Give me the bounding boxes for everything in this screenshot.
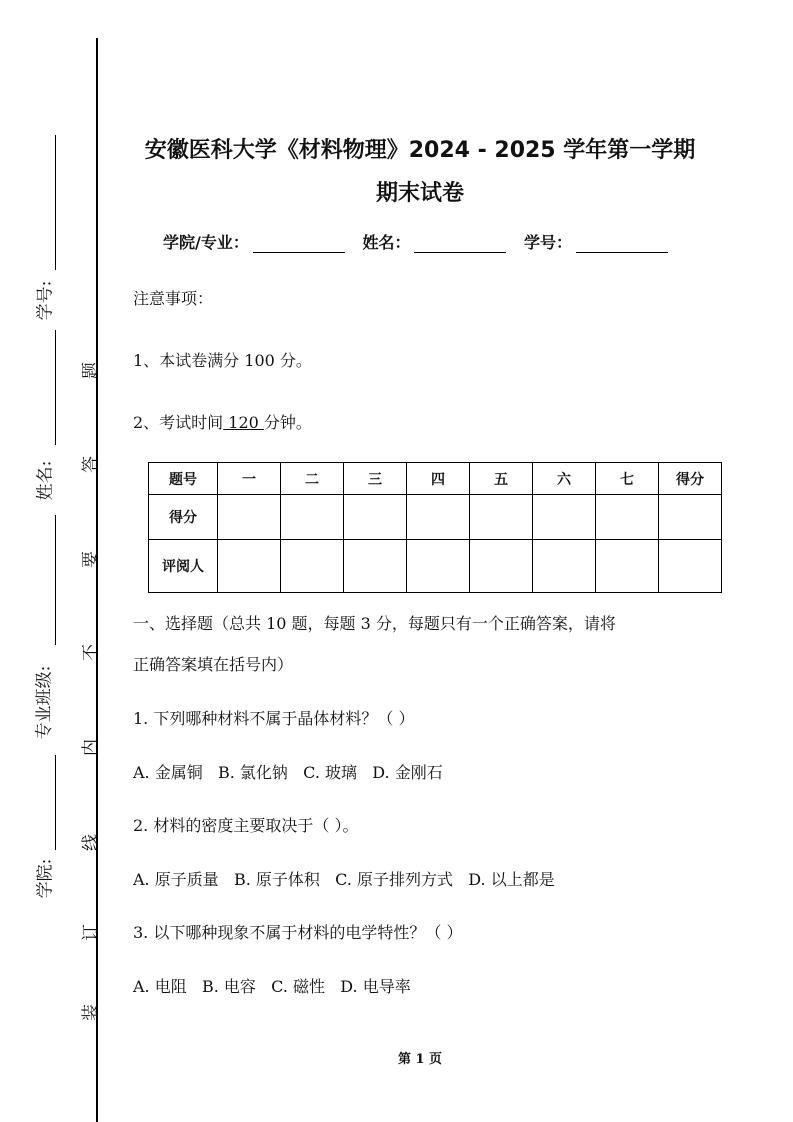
grader-cell[interactable]	[344, 540, 407, 593]
grader-cell[interactable]	[407, 540, 470, 593]
seal-char: 题	[81, 362, 101, 379]
section-1-heading-cont: 正确答案填在括号内）	[133, 655, 294, 674]
margin-label-student-id: 学号:	[35, 280, 56, 321]
seal-char: 内	[81, 739, 101, 756]
id-label: 学号：	[524, 233, 573, 252]
header-cell: 一	[218, 463, 281, 495]
student-info	[163, 230, 680, 253]
question-3: 3. 以下哪种现象不属于材料的电学特性？（ ）	[133, 923, 463, 942]
row-label: 得分	[149, 495, 218, 540]
seal-char: 要	[81, 551, 101, 568]
page-subtitle: 期末试卷	[375, 181, 464, 206]
score-table	[148, 462, 722, 593]
margin-label-name: 姓名:	[35, 460, 56, 501]
score-cell[interactable]	[596, 495, 659, 540]
margin-line	[55, 755, 56, 850]
note-2	[133, 410, 312, 433]
note-1: 1、本试卷满分 100 分。	[133, 351, 312, 370]
score-cell[interactable]	[218, 495, 281, 540]
margin-line	[55, 330, 56, 445]
score-cell[interactable]	[470, 495, 533, 540]
header-cell: 二	[281, 463, 344, 495]
note-2-text: 2、考试时间	[133, 413, 224, 432]
score-cell[interactable]	[407, 495, 470, 540]
college-blank[interactable]	[253, 236, 345, 253]
seal-char: 答	[81, 456, 101, 473]
page-title: 安徽医科大学《材料物理》2024 - 2025 学年第一学期	[144, 138, 696, 163]
page-number: 第 1 页	[397, 1052, 443, 1067]
name-label: 姓名：	[362, 233, 411, 252]
grader-cell[interactable]	[596, 540, 659, 593]
grader-cell[interactable]	[470, 540, 533, 593]
score-cell[interactable]	[281, 495, 344, 540]
header-cell: 四	[407, 463, 470, 495]
grader-cell[interactable]	[281, 540, 344, 593]
exam-duration: 120	[223, 413, 264, 432]
note-2-unit: 分钟。	[263, 413, 312, 432]
question-2: 2. 材料的密度主要取决于（ ）。	[133, 816, 359, 835]
id-blank[interactable]	[576, 236, 668, 253]
header-cell: 七	[596, 463, 659, 495]
margin-label-class: 专业班级:	[34, 665, 55, 740]
notes-heading: 注意事项：	[133, 289, 214, 308]
question-1-options: A. 金属铜 B. 氯化钠 C. 玻璃 D. 金刚石	[133, 763, 443, 782]
seal-char: 装	[81, 1004, 101, 1021]
seal-char: 订	[81, 924, 101, 941]
score-cell[interactable]	[533, 495, 596, 540]
row-label: 评阅人	[149, 540, 218, 593]
name-blank[interactable]	[414, 236, 506, 253]
seal-char: 不	[81, 644, 101, 661]
grader-cell[interactable]	[218, 540, 281, 593]
college-label: 学院/专业：	[163, 233, 249, 252]
question-2-options: A. 原子质量 B. 原子体积 C. 原子排列方式 D. 以上都是	[133, 870, 555, 889]
question-1: 1. 下列哪种材料不属于晶体材料？（ ）	[133, 709, 415, 728]
header-cell: 题号	[149, 463, 218, 495]
section-1-heading: 一、选择题（总共 10 题，每题 3 分，每题只有一个正确答案，请将	[133, 614, 616, 633]
header-cell: 得分	[659, 463, 722, 495]
score-cell[interactable]	[344, 495, 407, 540]
header-cell: 六	[533, 463, 596, 495]
seal-char: 线	[81, 834, 101, 851]
score-cell[interactable]	[659, 495, 722, 540]
grader-cell[interactable]	[659, 540, 722, 593]
header-cell: 三	[344, 463, 407, 495]
grader-cell[interactable]	[533, 540, 596, 593]
margin-label-college: 学院:	[35, 858, 56, 899]
question-3-options: A. 电阻 B. 电容 C. 磁性 D. 电导率	[133, 977, 411, 996]
header-cell: 五	[470, 463, 533, 495]
margin-line	[55, 515, 56, 645]
